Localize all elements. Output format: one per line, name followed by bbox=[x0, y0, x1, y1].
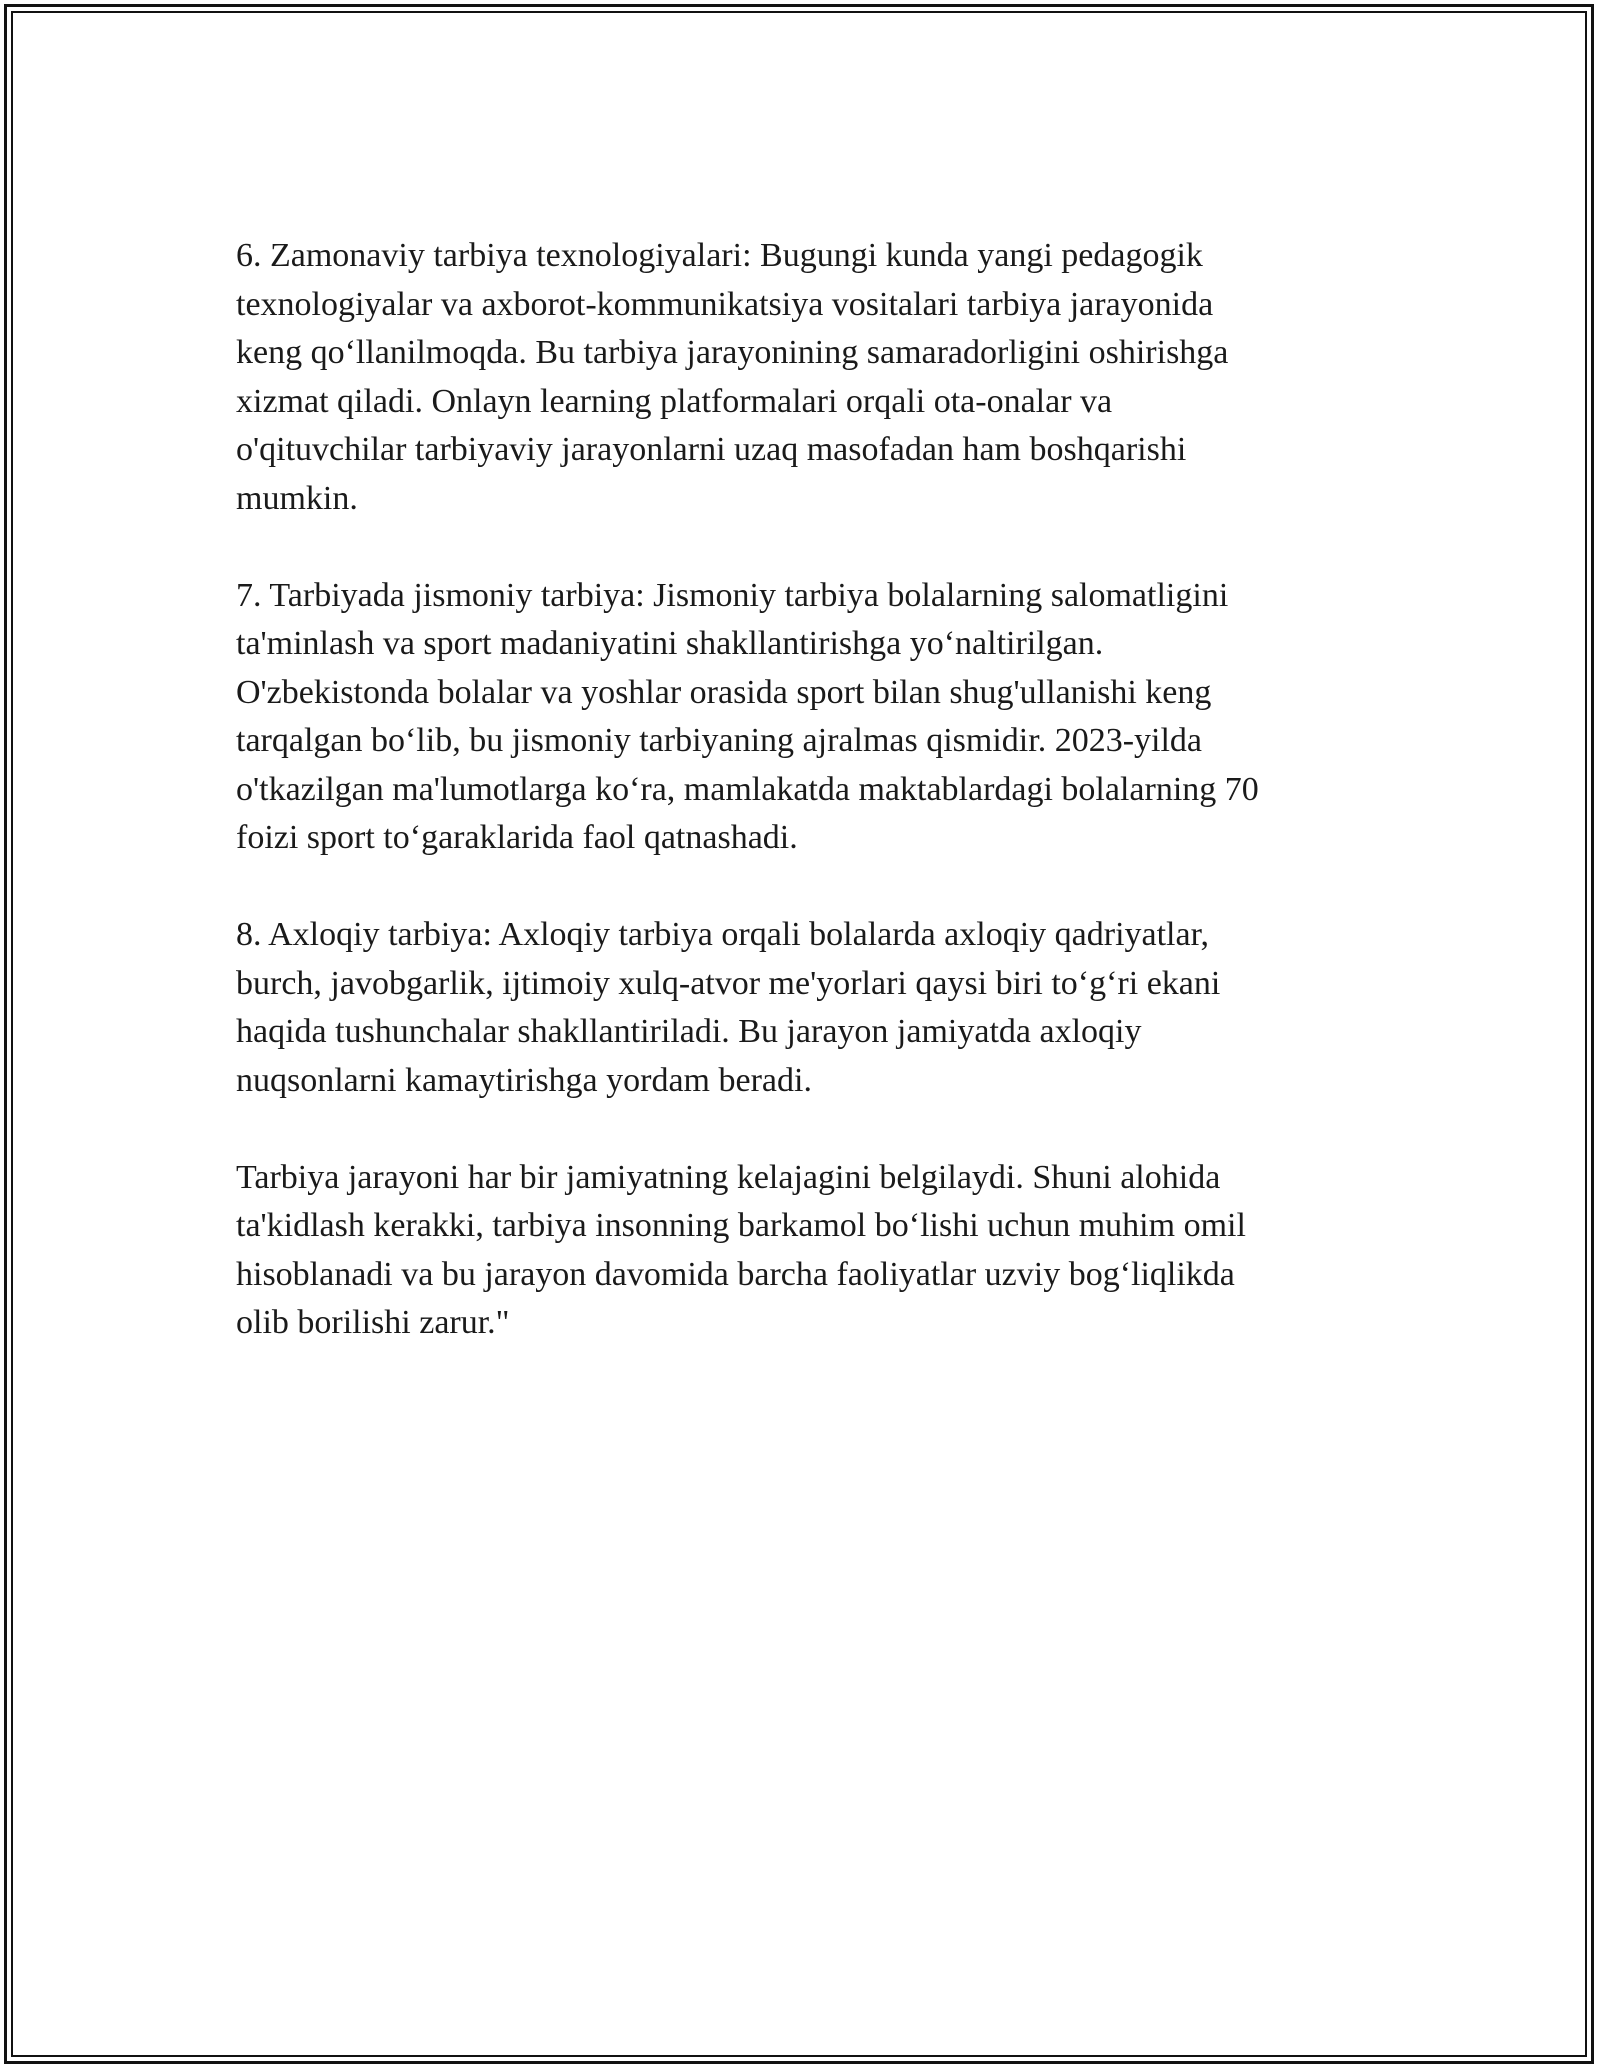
text-line: olib borilishi zarur." bbox=[236, 1304, 510, 1341]
text-line: mumkin. bbox=[236, 479, 358, 517]
text-line: nuqsonlarni kamaytirishga yordam beradi. bbox=[236, 1061, 812, 1099]
text-line: 7. Tarbiyada jismoniy tarbiya: Jismoniy tarbiya bolalarning salomatligini bbox=[236, 576, 1229, 614]
paragraph-conclusion bbox=[236, 1154, 1366, 1348]
text-line: 8. Axloqiy tarbiya: Axloqiy tarbiya orqali bolalarda axloqiy qadriyatlar, bbox=[236, 916, 1210, 953]
text-line: haqida tushunchalar shakllantiriladi. Bu jarayon jamiyatda axloqiy bbox=[236, 1013, 1142, 1050]
text-line: foizi sport to‘garaklarida faol qatnashadi. bbox=[236, 819, 798, 856]
text-line: burch, javobgarlik, ijtimoiy xulq-atvor me'yorlari qaysi biri to‘g‘ri ekani bbox=[236, 964, 1221, 1002]
text-line: o'qituvchilar tarbiyaviy jarayonlarni uzaq masofadan ham boshqarishi bbox=[236, 431, 1187, 468]
text-line: texnologiyalar va axborot-kommunikatsiya vositalari tarbiya jarayonida bbox=[236, 285, 1214, 323]
text-line: Tarbiya jarayoni har bir jamiyatning kelajagini belgilaydi. Shuni alohida bbox=[236, 1158, 1221, 1196]
text-line: ta'minlash va sport madaniyatini shakllantirishga yo‘naltirilgan. bbox=[236, 625, 1104, 662]
text-line: o'tkazilgan ma'lumotlarga ko‘ra, mamlakatda maktablardagi bolalarning 70 bbox=[236, 770, 1259, 808]
text-line: xizmat qiladi. Onlayn learning platformalari orqali ota-onalar va bbox=[236, 382, 1113, 420]
text-line: 6. Zamonaviy tarbiya texnologiyalari: Bugungi kunda yangi pedagogik bbox=[236, 237, 1203, 274]
text-line: keng qo‘llanilmoqda. Bu tarbiya jarayonining samaradorligini oshirishga bbox=[236, 334, 1229, 371]
paragraph-physical-education bbox=[236, 572, 1366, 863]
text-line: ta'kidlash kerakki, tarbiya insonning barkamol bo‘lishi uchun muhim omil bbox=[236, 1207, 1246, 1244]
text-line: hisoblanadi va bu jarayon davomida barcha faoliyatlar uzviy bog‘liqlikda bbox=[236, 1255, 1235, 1293]
text-line: O'zbekistonda bolalar va yoshlar orasida sport bilan shug'ullanishi keng bbox=[236, 673, 1212, 711]
paragraph-moral-education bbox=[236, 911, 1366, 1105]
text-line: tarqalgan bo‘lib, bu jismoniy tarbiyaning ajralmas qismidir. 2023-yilda bbox=[236, 722, 1202, 759]
document-body bbox=[236, 232, 1366, 1396]
paragraph-modern-technologies bbox=[236, 232, 1366, 523]
